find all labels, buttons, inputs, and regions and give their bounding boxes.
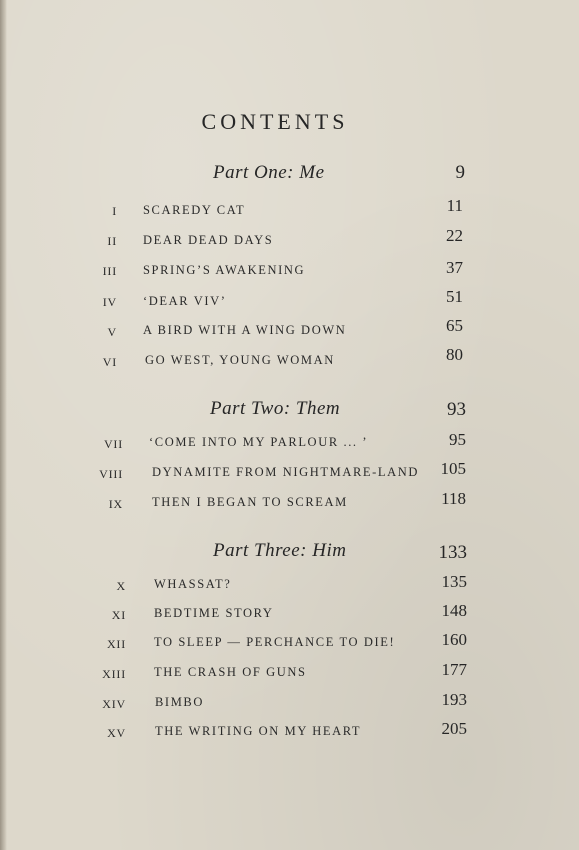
chapter-numeral: VIII: [99, 467, 123, 481]
chapter-title: THE WRITING ON MY HEART: [155, 724, 362, 738]
chapter-title: WHASSAT?: [154, 577, 232, 591]
chapter-title: SCAREDY CAT: [143, 203, 246, 217]
chapter-title: THE CRASH OF GUNS: [154, 665, 307, 679]
chapter-numeral: III: [102, 264, 117, 278]
chapter-page-number: 51: [446, 287, 463, 306]
chapter-page-number: 177: [441, 660, 467, 679]
part-two-heading: Part Two: Them: [210, 398, 341, 419]
chapter-page-number: 11: [446, 196, 463, 215]
chapter-title: THEN I BEGAN TO SCREAM: [152, 495, 348, 509]
chapter-page-number: 105: [440, 459, 466, 478]
chapter-title: DYNAMITE FROM NIGHTMARE-LAND: [152, 465, 420, 479]
chapter-title: SPRING’S AWAKENING: [143, 263, 306, 277]
chapter-page-number: 37: [446, 258, 463, 277]
chapter-numeral: VII: [103, 437, 123, 451]
chapter-page-number: 65: [446, 316, 463, 335]
chapter-page-number: 80: [446, 345, 463, 364]
chapter-numeral: IV: [102, 295, 117, 309]
chapter-page-number: 135: [441, 572, 467, 591]
part-two-page-number: 93: [447, 399, 466, 420]
chapter-numeral: XII: [106, 637, 126, 651]
part-three-page-number: 133: [438, 542, 467, 563]
part-one-heading: Part One: Me: [213, 162, 325, 183]
chapter-page-number: 205: [441, 719, 467, 738]
chapter-title: BIMBO: [155, 695, 204, 709]
chapter-numeral: XV: [107, 726, 126, 740]
part-one-page-number: 9: [455, 162, 465, 183]
chapter-numeral: II: [107, 234, 117, 248]
chapter-numeral: IX: [108, 497, 123, 511]
chapter-numeral: VI: [102, 355, 117, 369]
chapter-title: GO WEST, YOUNG WOMAN: [145, 353, 335, 367]
chapter-page-number: 22: [446, 226, 463, 245]
part-three-heading: Part Three: Him: [213, 540, 347, 561]
chapter-title: BEDTIME STORY: [154, 606, 274, 620]
chapter-page-number: 118: [441, 489, 466, 508]
chapter-page-number: 148: [441, 601, 467, 620]
chapter-page-number: 160: [441, 630, 467, 649]
chapter-numeral: I: [112, 204, 117, 218]
chapter-page-number: 95: [449, 430, 466, 449]
chapter-title: TO SLEEP — PERCHANCE TO DIE!: [154, 635, 396, 649]
chapter-numeral: X: [116, 579, 126, 593]
chapter-title: DEAR DEAD DAYS: [143, 233, 274, 247]
chapter-title: A BIRD WITH A WING DOWN: [143, 323, 347, 337]
chapter-numeral: V: [107, 325, 117, 339]
chapter-numeral: XIV: [102, 697, 126, 711]
chapter-page-number: 193: [441, 690, 467, 709]
page-title: CONTENTS: [201, 109, 349, 134]
chapter-numeral: XI: [111, 608, 126, 622]
chapter-numeral: XIII: [102, 667, 126, 681]
chapter-title: ‘COME INTO MY PARLOUR ... ’: [149, 435, 369, 449]
chapter-title: ‘DEAR VIV’: [143, 294, 227, 308]
